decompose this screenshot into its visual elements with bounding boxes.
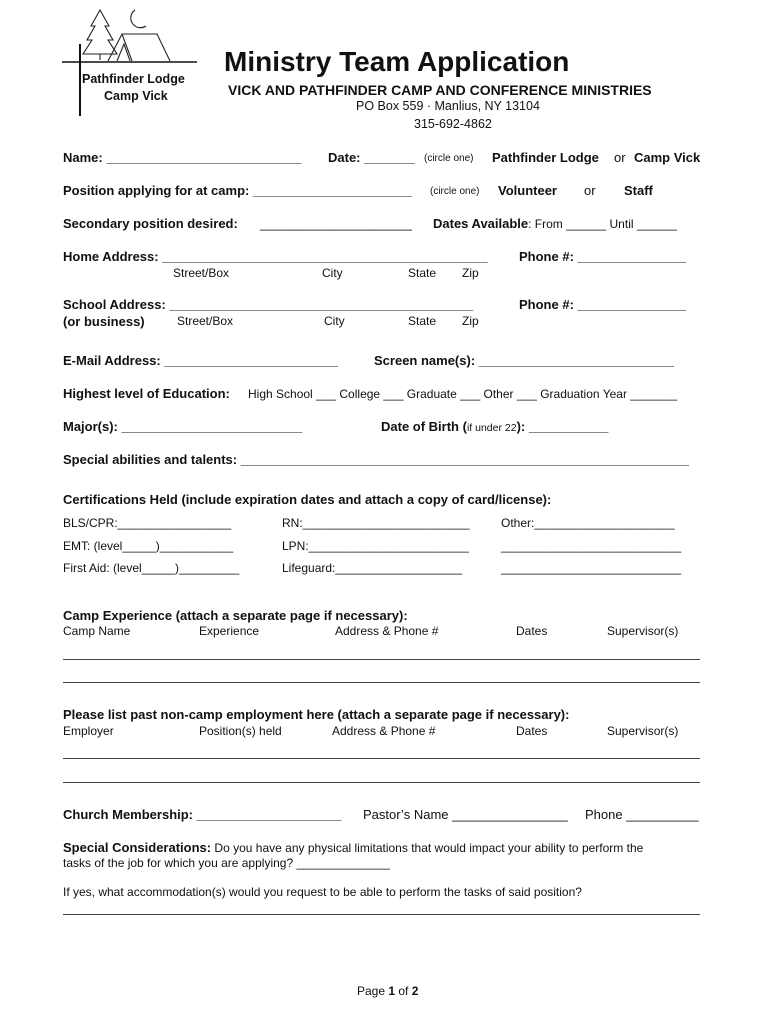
sub-label-street: Street/Box <box>177 314 234 328</box>
dob-field[interactable] <box>381 419 608 434</box>
pastor-name-field[interactable]: Pastor’s Name ________________ <box>363 807 568 822</box>
camp-experience-line-1[interactable] <box>63 659 700 660</box>
dates-available-field[interactable] <box>433 216 677 231</box>
special-considerations-question <box>63 840 643 855</box>
col-supervisors: Supervisor(s) <box>607 724 679 738</box>
school-phone-field[interactable]: Phone #: _______________ <box>519 297 686 312</box>
org-phone: 315-692-4862 <box>414 117 492 131</box>
col-supervisors: Supervisor(s) <box>607 624 679 638</box>
page-prefix: Page <box>357 984 389 998</box>
pastor-phone-field[interactable]: Phone __________ <box>585 807 699 822</box>
special-considerations-label: Special Considerations: <box>63 840 212 855</box>
page-current: 1 <box>388 984 396 998</box>
sub-label-zip: Zip <box>462 314 479 328</box>
option-volunteer[interactable]: Volunteer <box>498 183 557 198</box>
page-of: of <box>395 984 412 998</box>
screen-name-field[interactable]: Screen name(s): ___________________________ <box>374 353 674 368</box>
education-options[interactable]: High School ___ College ___ Graduate ___ Other ___ Graduation Year _______ <box>248 387 677 401</box>
col-positions-held: Position(s) held <box>199 724 282 738</box>
page-title: Ministry Team Application <box>224 46 570 77</box>
camp-experience-heading: Camp Experience (attach a separate page if necessary): <box>63 608 408 623</box>
cert-rn[interactable]: RN:_________________________ <box>282 516 470 530</box>
sub-label-city: City <box>322 266 343 280</box>
date-field[interactable]: Date: _______ <box>328 150 415 165</box>
special-considerations-text: Do you have any physical limitations that would impact your ability to perform the <box>211 841 644 855</box>
or-text: or <box>614 150 626 165</box>
circle-one-note: (circle one) <box>430 186 480 197</box>
sub-label-city: City <box>324 314 345 328</box>
major-field[interactable]: Major(s): _________________________ <box>63 419 303 434</box>
employment-heading: Please list past non-camp employment here (attach a separate page if necessary): <box>63 707 570 722</box>
logo-line2: Camp Vick <box>104 89 168 103</box>
page-number <box>357 984 418 998</box>
sub-label-street: Street/Box <box>173 266 230 280</box>
cert-lifeguard[interactable]: Lifeguard:___________________ <box>282 561 463 575</box>
home-phone-field[interactable]: Phone #: _______________ <box>519 249 686 264</box>
option-camp-vick[interactable]: Camp Vick <box>634 150 701 165</box>
org-name: VICK AND PATHFINDER CAMP AND CONFERENCE MINISTRIES <box>228 82 652 98</box>
cert-other-3[interactable]: ___________________________ <box>501 561 682 575</box>
special-abilities-field[interactable]: Special abilities and talents: ______________________________________________________________ <box>63 452 689 467</box>
sub-label-state: State <box>408 266 437 280</box>
sub-label-zip: Zip <box>462 266 479 280</box>
home-address-field[interactable]: Home Address: _____________________________________________ <box>63 249 488 264</box>
cert-other-2[interactable]: ___________________________ <box>501 539 682 553</box>
certifications-heading: Certifications Held (include expiration dates and attach a copy of card/license): <box>63 492 552 507</box>
dob-note: if under 22 <box>466 422 517 434</box>
col-address-phone: Address & Phone # <box>332 724 436 738</box>
dob-blank: ): ___________ <box>516 419 609 434</box>
option-staff[interactable]: Staff <box>624 183 653 198</box>
email-field[interactable]: E-Mail Address: ________________________ <box>63 353 338 368</box>
name-field[interactable]: Name: ___________________________ <box>63 150 302 165</box>
cert-bls-cpr[interactable]: BLS/CPR:_________________ <box>63 516 232 530</box>
cert-lpn[interactable]: LPN:________________________ <box>282 539 469 553</box>
school-address-field[interactable]: School Address: __________________________________________ <box>63 297 474 312</box>
church-membership-field[interactable]: Church Membership: ____________________ <box>63 807 342 822</box>
dates-from-until: : From ______ Until ______ <box>528 217 677 231</box>
cert-other[interactable]: Other:_____________________ <box>501 516 675 530</box>
accommodation-line[interactable] <box>63 914 700 915</box>
col-dates: Dates <box>516 624 548 638</box>
employment-line-2[interactable] <box>63 782 700 783</box>
dates-available-label: Dates Available <box>433 216 529 231</box>
accommodation-question: If yes, what accommodation(s) would you request to be able to perform the tasks of said position? <box>63 885 582 899</box>
or-business-label: (or business) <box>63 314 145 329</box>
col-experience: Experience <box>199 624 260 638</box>
logo-line1: Pathfinder Lodge <box>82 72 185 86</box>
circle-one-note: (circle one) <box>424 153 474 164</box>
secondary-position-field[interactable]: _____________________ <box>260 216 412 231</box>
or-text: or <box>584 183 596 198</box>
col-address-phone: Address & Phone # <box>335 624 439 638</box>
cert-first-aid[interactable]: First Aid: (level_____)_________ <box>63 561 240 575</box>
org-address: PO Box 559 · Manlius, NY 13104 <box>356 99 540 113</box>
option-pathfinder-lodge[interactable]: Pathfinder Lodge <box>492 150 599 165</box>
employment-line-1[interactable] <box>63 758 700 759</box>
col-employer: Employer <box>63 724 114 738</box>
position-field[interactable]: Position applying for at camp: ______________________ <box>63 183 413 198</box>
limitations-field[interactable]: tasks of the job for which you are applying? ______________ <box>63 856 390 870</box>
dob-label: Date of Birth ( <box>381 419 467 434</box>
col-dates: Dates <box>516 724 548 738</box>
secondary-position-label: Secondary position desired: <box>63 216 238 231</box>
sub-label-state: State <box>408 314 437 328</box>
page-total: 2 <box>411 984 419 998</box>
education-label: Highest level of Education: <box>63 386 230 401</box>
col-camp-name: Camp Name <box>63 624 131 638</box>
camp-experience-line-2[interactable] <box>63 682 700 683</box>
cert-emt[interactable]: EMT: (level_____)___________ <box>63 539 234 553</box>
